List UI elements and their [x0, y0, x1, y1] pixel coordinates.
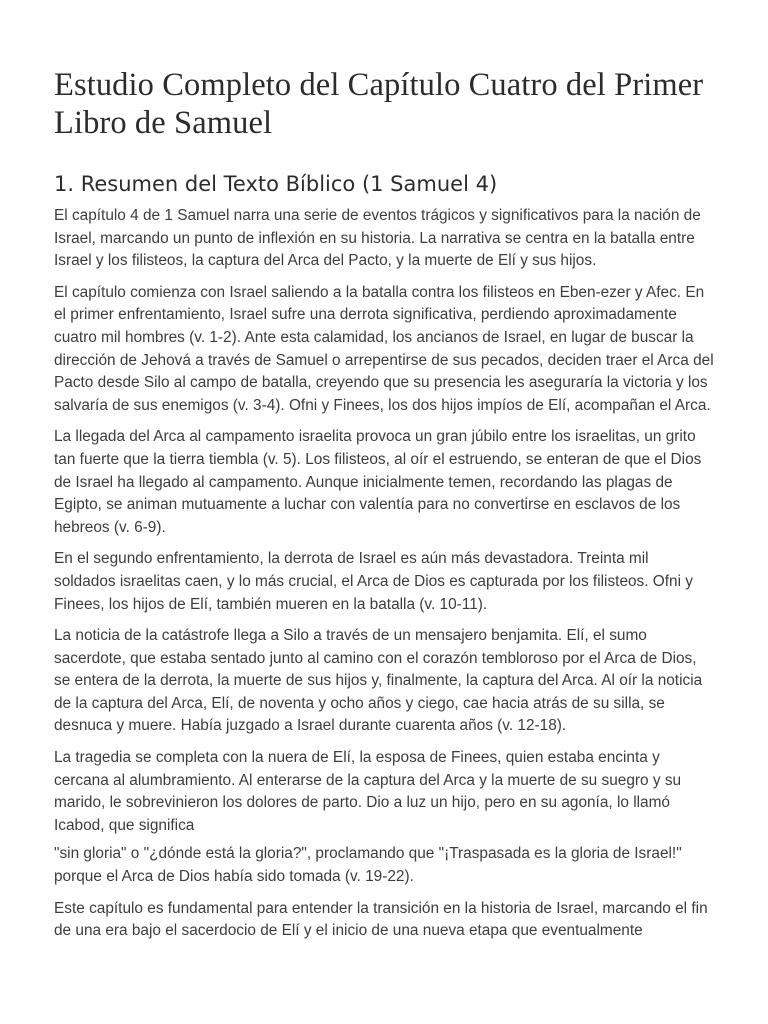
paragraph-icabod: La tragedia se completa con la nuera de Elí, la esposa de Finees, quien estaba encinta y cercana al alumbramiento. Al enterarse de la captura del Arca y la muerte de su suegro y su marido, le sobrevinieron los dolores de parto. Dio a luz un hijo, pero en su agonía, lo llamó Icabod, que significa: [54, 749, 682, 834]
paragraph-eli-death: La noticia de la catástrofe llega a Silo a través de un mensajero benjamita. Elí, el sumo sacerdote, que estaba sentado junto al camino con el corazón tembloroso por el Arca de Dios, se entera de la derrota, la muerte de sus hijos y, finalmente, la captura del Arca. Al oír la noticia de la captura del Arca, Elí, de noventa y ocho años y ciego, cae hacia atrás de su silla, se desnuca y muere. Había juzgado a Israel durante cuarenta años (v. 12-18).: [54, 627, 703, 735]
paragraph-second-battle: En el segundo enfrentamiento, la derrota de Israel es aún más devastadora. Treinta mil soldados israelitas caen, y lo más crucial, el Arca de Dios es capturada por los filisteos. Ofni y Finees, los hijos de Elí, también mueren en la batalla (v. 10-11).: [54, 550, 694, 613]
paragraph-ark-arrival: La llegada del Arca al campamento israelita provoca un gran júbilo entre los israelitas, un grito tan fuerte que la tierra tiembla (v. 5). Los filisteos, al oír el estruendo, se enteran de que el Dios de Israel ha llegado al campamento. Aunque inicialmente temen, recordando las plagas de Egipto, se animan mutuamente a luchar con valentía para no convertirse en esclavos de los hebreos (v. 6-9).: [54, 428, 702, 536]
document-page: [54, 66, 714, 952]
section-heading: 1. Resumen del Texto Bíblico (1 Samuel 4): [54, 172, 498, 196]
paragraph-conclusion: Este capítulo es fundamental para entender la transición en la historia de Israel, marcando el fin de una era bajo el sacerdocio de Elí y el inicio de una nueva etapa que eventualmente: [54, 899, 708, 940]
paragraph-intro: El capítulo 4 de 1 Samuel narra una serie de eventos trágicos y significativos para la nación de Israel, marcando un punto de inflexión en su historia. La narrativa se centra en la batalla entre Israel y los filisteos, la captura del Arca del Pacto, y la muerte de Elí y sus hijos.: [54, 207, 701, 270]
paragraph-icabod-meaning: "sin gloria" o "¿dónde está la gloria?", proclamando que "¡Traspasada es la gloria de Israel!" porque el Arca de Dios había sido tomada (v. 19-22).: [54, 845, 682, 886]
document-title: Estudio Completo del Capítulo Cuatro del Primer Libro de Samuel: [54, 67, 704, 141]
paragraph-first-battle: El capítulo comienza con Israel saliendo a la batalla contra los filisteos en Eben-ezer y Afec. En el primer enfrentamiento, Israel sufre una derrota significativa, perdiendo aproximadamente cuatro mil hombres (v. 1-2). Ante esta calamidad, los ancianos de Israel, en lugar de buscar la dirección de Jehová a través de Samuel o arrepentirse de sus pecados, deciden traer el Arca del Pacto desde Silo al campo de batalla, creyendo que su presencia les aseguraría la victoria y los salvaría de sus enemigos (v. 3-4). Ofni y Finees, los dos hijos impíos de Elí, acompañan el Arca.: [54, 283, 714, 414]
